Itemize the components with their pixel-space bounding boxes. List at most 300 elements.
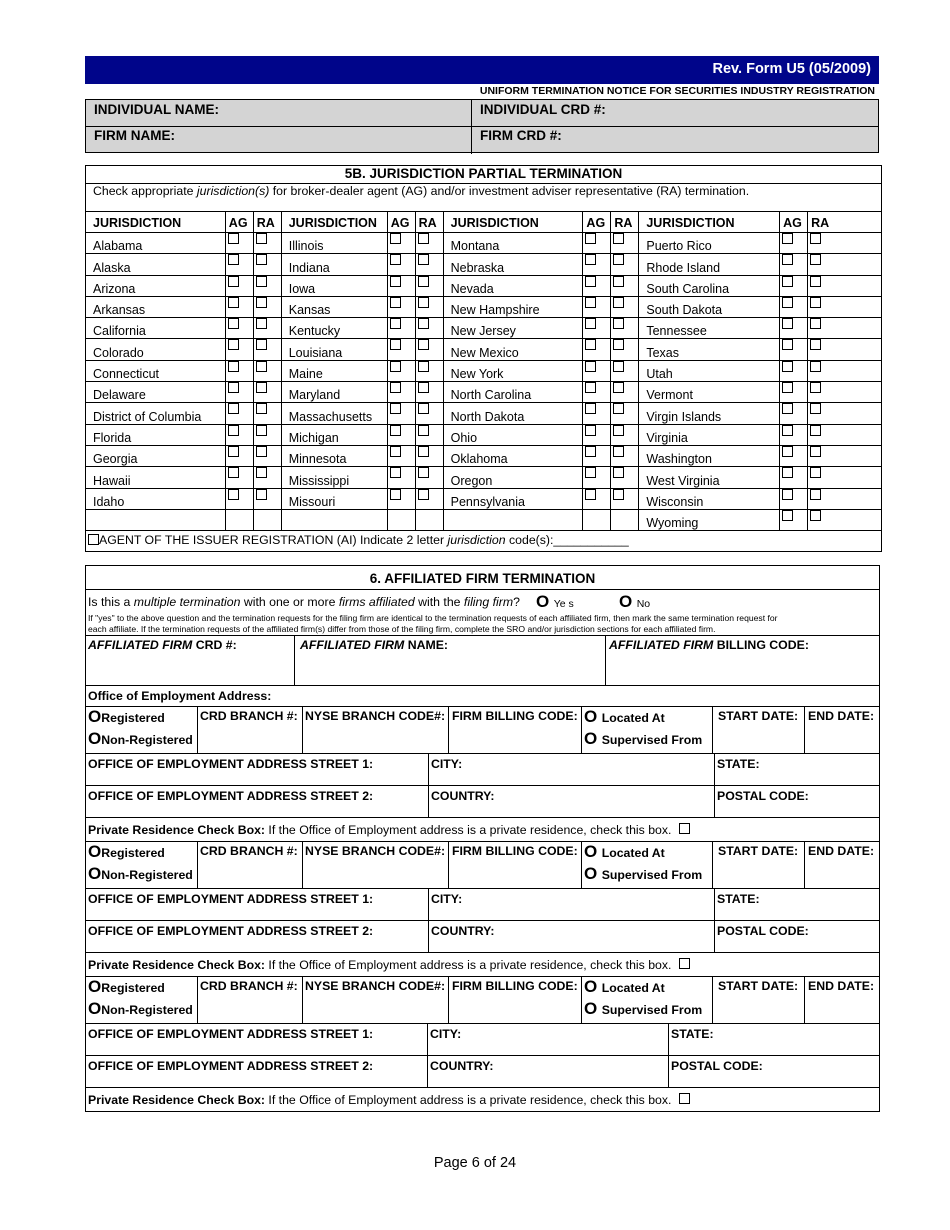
jurisdiction-row [86, 445, 882, 466]
ra-cell [415, 339, 443, 360]
ra-checkbox[interactable] [418, 361, 429, 372]
ra-checkbox[interactable] [418, 446, 429, 457]
registered-radio[interactable] [88, 977, 165, 997]
private-residence-row: Private Residence Check Box: If the Office of Employment address is a private residence, check this box. [88, 958, 690, 972]
jurisdiction-name: Georgia [86, 445, 226, 466]
registered-label: Registered [101, 846, 165, 860]
ag-cell [387, 509, 415, 530]
ag-checkbox[interactable] [782, 446, 793, 457]
ra-cell [253, 254, 281, 275]
ra-checkbox[interactable] [613, 297, 624, 308]
ra-checkbox[interactable] [810, 510, 821, 521]
located-at-radio[interactable] [584, 842, 665, 862]
jurisdiction-row [86, 275, 882, 296]
nyse-branch-code-field[interactable]: NYSE BRANCH CODE#: [305, 844, 446, 858]
ag-cell [387, 488, 415, 509]
jurisdiction-row [86, 488, 882, 509]
ra-cell [611, 382, 639, 403]
ra-checkbox[interactable] [613, 382, 624, 393]
jurisdiction-name: Massachusetts [281, 403, 387, 424]
ra-checkbox[interactable] [418, 425, 429, 436]
ag-checkbox[interactable] [782, 361, 793, 372]
jurisdiction-name: Idaho [86, 488, 226, 509]
yes-radio-icon: O [536, 592, 550, 611]
ag-cell [780, 254, 808, 275]
non-registered-radio-icon: O [88, 864, 102, 883]
agent-of-issuer-row: AGENT OF THE ISSUER REGISTRATION (AI) Indicate 2 letter jurisdiction code(s):___________ [88, 533, 629, 547]
ag-checkbox[interactable] [782, 297, 793, 308]
ag-checkbox[interactable] [782, 339, 793, 350]
ag-checkbox[interactable] [228, 382, 239, 393]
ag-cell [583, 254, 611, 275]
ra-checkbox[interactable] [418, 318, 429, 329]
ag-cell [780, 318, 808, 339]
ag-checkbox[interactable] [228, 297, 239, 308]
ra-checkbox[interactable] [418, 489, 429, 500]
ra-checkbox[interactable] [810, 276, 821, 287]
ra-checkbox[interactable] [613, 339, 624, 350]
located-at-radio[interactable] [584, 977, 665, 997]
ra-cell [415, 360, 443, 381]
ra-cell [253, 275, 281, 296]
ag-cell [583, 445, 611, 466]
jurisdiction-name: Wisconsin [639, 488, 780, 509]
affiliated-firm-billing-field[interactable]: AFFILIATED FIRM BILLING CODE: [609, 638, 809, 652]
ag-cell [225, 296, 253, 317]
ra-cell [808, 467, 882, 488]
ag-checkbox[interactable] [390, 297, 401, 308]
located-at-label: Located At [601, 846, 665, 860]
jurisdiction-column-header: JURISDICTION [281, 212, 387, 233]
ag-checkbox[interactable] [585, 382, 596, 393]
jurisdiction-name: Nebraska [443, 254, 583, 275]
page-number: Page 6 of 24 [433, 1155, 517, 1171]
start-date-field[interactable]: START DATE: [718, 979, 799, 993]
ra-checkbox[interactable] [256, 361, 267, 372]
ra-cell [808, 360, 882, 381]
crd-branch-field[interactable]: CRD BRANCH #: [200, 709, 298, 723]
ag-checkbox[interactable] [782, 318, 793, 329]
ag-cell [780, 360, 808, 381]
ag-checkbox[interactable] [585, 339, 596, 350]
supervised-from-radio[interactable] [584, 729, 702, 749]
ag-checkbox[interactable] [228, 254, 239, 265]
individual-name-label: INDIVIDUAL NAME: [94, 102, 220, 117]
ra-checkbox[interactable] [810, 489, 821, 500]
jurisdiction-name: North Carolina [443, 382, 583, 403]
ag-checkbox[interactable] [782, 276, 793, 287]
ag-cell [583, 467, 611, 488]
ag-checkbox[interactable] [390, 425, 401, 436]
ag-checkbox[interactable] [390, 361, 401, 372]
jurisdiction-name: Delaware [86, 382, 226, 403]
postal-code-field[interactable]: POSTAL CODE: [671, 1059, 763, 1073]
supervised-from-radio[interactable] [584, 999, 702, 1019]
jurisdiction-name: Vermont [639, 382, 780, 403]
ra-cell [808, 233, 882, 254]
ag-cell [387, 339, 415, 360]
jurisdiction-name: Wyoming [639, 509, 780, 530]
state-field[interactable]: STATE: [717, 892, 760, 906]
ra-cell [808, 275, 882, 296]
jurisdiction-name: Connecticut [86, 360, 226, 381]
ag-checkbox[interactable] [585, 446, 596, 457]
ag-checkbox[interactable] [390, 339, 401, 350]
ag-cell [780, 488, 808, 509]
section-5b-title: 5B. JURISDICTION PARTIAL TERMINATION [86, 166, 881, 184]
supervised-from-radio[interactable] [584, 864, 702, 884]
non-registered-radio-icon: O [88, 999, 102, 1018]
ag-checkbox[interactable] [585, 318, 596, 329]
registered-radio-icon: O [88, 977, 102, 996]
ra-cell [415, 445, 443, 466]
ag-checkbox[interactable] [228, 403, 239, 414]
ra-checkbox[interactable] [418, 233, 429, 244]
ag-checkbox[interactable] [390, 233, 401, 244]
jurisdiction-name: Oregon [443, 467, 583, 488]
ag-checkbox[interactable] [782, 233, 793, 244]
jurisdiction-column-header: JURISDICTION [639, 212, 780, 233]
start-date-field[interactable]: START DATE: [718, 844, 799, 858]
ra-checkbox[interactable] [418, 382, 429, 393]
ra-checkbox[interactable] [418, 467, 429, 478]
ra-checkbox[interactable] [613, 318, 624, 329]
jurisdiction-name: Tennessee [639, 318, 780, 339]
ag-checkbox[interactable] [228, 467, 239, 478]
jurisdiction-row [86, 382, 882, 403]
ag-cell [583, 339, 611, 360]
ag-cell [780, 445, 808, 466]
ra-checkbox[interactable] [810, 254, 821, 265]
ra-checkbox[interactable] [613, 233, 624, 244]
ra-checkbox[interactable] [810, 339, 821, 350]
ra-cell [808, 339, 882, 360]
ra-checkbox[interactable] [418, 297, 429, 308]
ra-checkbox[interactable] [256, 233, 267, 244]
ag-checkbox[interactable] [585, 425, 596, 436]
firm-crd-label: FIRM CRD #: [480, 128, 562, 143]
ag-cell [780, 275, 808, 296]
jurisdiction-row [86, 467, 882, 488]
ag-cell [225, 339, 253, 360]
ag-checkbox[interactable] [782, 425, 793, 436]
ra-cell [611, 339, 639, 360]
ag-cell [225, 318, 253, 339]
ag-cell [225, 254, 253, 275]
jurisdiction-name: Virgin Islands [639, 403, 780, 424]
jurisdiction-row [86, 509, 882, 530]
ra-cell [808, 318, 882, 339]
ra-cell [808, 488, 882, 509]
supervised-from-radio-icon: O [584, 729, 598, 748]
ra-checkbox[interactable] [256, 403, 267, 414]
firm-crd-field[interactable] [472, 126, 570, 145]
country-field[interactable]: COUNTRY: [430, 1059, 494, 1073]
form-title: Rev. Form U5 (05/2009) [712, 61, 871, 77]
ra-cell [415, 509, 443, 530]
ag-checkbox[interactable] [585, 297, 596, 308]
firm-billing-code-field[interactable]: FIRM BILLING CODE: [452, 844, 578, 858]
ra-cell [611, 467, 639, 488]
private-residence-checkbox[interactable] [679, 958, 690, 969]
ag-checkbox[interactable] [228, 233, 239, 244]
ra-checkbox[interactable] [256, 467, 267, 478]
identification-box [85, 99, 879, 153]
ra-checkbox[interactable] [810, 467, 821, 478]
ag-checkbox[interactable] [390, 403, 401, 414]
ra-cell [611, 403, 639, 424]
affiliated-firm-crd-field[interactable]: AFFILIATED FIRM CRD #: [88, 638, 237, 652]
ag-cell [387, 318, 415, 339]
ag-checkbox[interactable] [782, 403, 793, 414]
ra-checkbox[interactable] [613, 361, 624, 372]
ra-checkbox[interactable] [613, 425, 624, 436]
ra-cell [415, 467, 443, 488]
ra-checkbox[interactable] [810, 361, 821, 372]
located-at-label: Located At [601, 981, 665, 995]
firm-billing-code-field[interactable]: FIRM BILLING CODE: [452, 709, 578, 723]
yes-radio[interactable] [536, 592, 574, 612]
street1-field[interactable]: OFFICE OF EMPLOYMENT ADDRESS STREET 1: [88, 757, 374, 771]
ra-cell [415, 233, 443, 254]
private-residence-checkbox[interactable] [679, 1093, 690, 1104]
ag-checkbox[interactable] [228, 489, 239, 500]
jurisdiction-row [86, 424, 882, 445]
ra-checkbox[interactable] [810, 318, 821, 329]
ra-checkbox[interactable] [256, 425, 267, 436]
street2-field[interactable]: OFFICE OF EMPLOYMENT ADDRESS STREET 2: [88, 924, 374, 938]
ag-checkbox[interactable] [228, 446, 239, 457]
ag-cell [387, 233, 415, 254]
agent-of-issuer-checkbox[interactable] [88, 534, 99, 545]
located-at-radio-icon: O [584, 707, 598, 726]
ra-cell [808, 424, 882, 445]
city-field[interactable]: CITY: [431, 757, 463, 771]
ag-checkbox[interactable] [585, 403, 596, 414]
ra-cell [611, 445, 639, 466]
private-residence-row: Private Residence Check Box: If the Office of Employment address is a private residence, check this box. [88, 1093, 690, 1107]
ra-checkbox[interactable] [256, 382, 267, 393]
firm-name-field[interactable] [86, 126, 183, 145]
ra-cell [808, 509, 882, 530]
ag-checkbox[interactable] [390, 489, 401, 500]
located-at-radio-icon: O [584, 842, 598, 861]
jurisdiction-name: Virginia [639, 424, 780, 445]
individual-crd-field[interactable] [472, 100, 614, 119]
ra-checkbox[interactable] [418, 254, 429, 265]
ag-checkbox[interactable] [390, 318, 401, 329]
ag-checkbox[interactable] [228, 339, 239, 350]
jurisdiction-name: Oklahoma [443, 445, 583, 466]
end-date-field[interactable]: END DATE: [808, 844, 875, 858]
ra-checkbox[interactable] [418, 339, 429, 350]
form-title-bar [85, 56, 879, 84]
ag-cell [225, 382, 253, 403]
ra-cell [253, 445, 281, 466]
ra-checkbox[interactable] [256, 297, 267, 308]
ag-checkbox[interactable] [228, 318, 239, 329]
postal-code-field[interactable]: POSTAL CODE: [717, 924, 809, 938]
section-5b-instructions: Check appropriate jurisdiction(s) for broker-dealer agent (AG) and/or investment adviser representative (RA) termination. [93, 184, 750, 198]
firm-name-label: FIRM NAME: [94, 128, 175, 143]
ag-column-header: AG [780, 212, 808, 233]
country-field[interactable]: COUNTRY: [431, 924, 495, 938]
ag-checkbox[interactable] [228, 361, 239, 372]
ag-checkbox[interactable] [585, 276, 596, 287]
registered-radio[interactable] [88, 842, 165, 862]
jurisdiction-name: Rhode Island [639, 254, 780, 275]
ag-column-header: AG [387, 212, 415, 233]
ra-cell [611, 254, 639, 275]
ag-checkbox[interactable] [782, 489, 793, 500]
ra-checkbox[interactable] [256, 339, 267, 350]
ra-checkbox[interactable] [256, 254, 267, 265]
firm-billing-code-field[interactable]: FIRM BILLING CODE: [452, 979, 578, 993]
jurisdiction-column-header: JURISDICTION [443, 212, 583, 233]
ra-cell [611, 488, 639, 509]
ra-checkbox[interactable] [810, 382, 821, 393]
ra-checkbox[interactable] [613, 446, 624, 457]
ra-cell [253, 382, 281, 403]
jurisdiction-name: Arkansas [86, 296, 226, 317]
ra-checkbox[interactable] [613, 467, 624, 478]
ag-checkbox[interactable] [782, 254, 793, 265]
affiliate-note: If "yes" to the above question and the termination requests for the filing firm are identical to the termination requests of each affiliated firm, then mark the same termination request for each affiliate. If the termination requests of the affiliated firm(s) differ from those of the filing firm, complete the SRO and/or jurisdiction sections for each affiliated firm. [88, 613, 778, 634]
ag-checkbox[interactable] [228, 425, 239, 436]
registered-radio-icon: O [88, 707, 102, 726]
non-registered-radio[interactable] [88, 864, 193, 884]
ag-checkbox[interactable] [782, 382, 793, 393]
ag-cell [387, 296, 415, 317]
ag-checkbox[interactable] [390, 467, 401, 478]
ra-cell [611, 296, 639, 317]
ag-checkbox[interactable] [390, 254, 401, 265]
ag-column-header: AG [583, 212, 611, 233]
ag-checkbox[interactable] [390, 276, 401, 287]
ag-cell [583, 488, 611, 509]
ra-checkbox[interactable] [418, 276, 429, 287]
crd-branch-field[interactable]: CRD BRANCH #: [200, 844, 298, 858]
ag-checkbox[interactable] [585, 233, 596, 244]
individual-name-field[interactable] [86, 100, 227, 119]
city-field[interactable]: CITY: [430, 1027, 462, 1041]
ag-checkbox[interactable] [782, 467, 793, 478]
street2-field[interactable]: OFFICE OF EMPLOYMENT ADDRESS STREET 2: [88, 1059, 374, 1073]
ra-cell [415, 403, 443, 424]
jurisdiction-name: New Jersey [443, 318, 583, 339]
ra-checkbox[interactable] [810, 403, 821, 414]
ag-checkbox[interactable] [585, 254, 596, 265]
start-date-field[interactable]: START DATE: [718, 709, 799, 723]
ra-cell [611, 233, 639, 254]
street1-field[interactable]: OFFICE OF EMPLOYMENT ADDRESS STREET 1: [88, 1027, 374, 1041]
jurisdiction-name: Florida [86, 424, 226, 445]
jurisdiction-name: Arizona [86, 275, 226, 296]
ra-checkbox[interactable] [613, 254, 624, 265]
supervised-from-label: Supervised From [601, 733, 703, 747]
ra-cell [415, 254, 443, 275]
non-registered-radio-icon: O [88, 729, 102, 748]
ra-cell [611, 424, 639, 445]
ra-checkbox[interactable] [256, 446, 267, 457]
registered-radio[interactable] [88, 707, 165, 727]
supervised-from-radio-icon: O [584, 864, 598, 883]
state-field[interactable]: STATE: [717, 757, 760, 771]
non-registered-radio[interactable] [88, 729, 193, 749]
jurisdiction-row [86, 254, 882, 275]
ag-checkbox[interactable] [228, 276, 239, 287]
ra-cell [611, 275, 639, 296]
country-field[interactable]: COUNTRY: [431, 789, 495, 803]
jurisdiction-name [86, 509, 226, 530]
street1-field[interactable]: OFFICE OF EMPLOYMENT ADDRESS STREET 1: [88, 892, 374, 906]
supervised-from-radio-icon: O [584, 999, 598, 1018]
located-at-radio[interactable] [584, 707, 665, 727]
ag-cell [583, 424, 611, 445]
private-residence-checkbox[interactable] [679, 823, 690, 834]
jurisdiction-name: Alaska [86, 254, 226, 275]
postal-code-field[interactable]: POSTAL CODE: [717, 789, 809, 803]
ag-checkbox[interactable] [782, 510, 793, 521]
ag-checkbox[interactable] [390, 382, 401, 393]
ag-cell [225, 445, 253, 466]
non-registered-label: Non-Registered [101, 868, 193, 882]
jurisdiction-name: Pennsylvania [443, 488, 583, 509]
jurisdiction-name: North Dakota [443, 403, 583, 424]
ag-cell [780, 296, 808, 317]
ra-checkbox[interactable] [613, 276, 624, 287]
ra-checkbox[interactable] [810, 446, 821, 457]
jurisdiction-name: Maryland [281, 382, 387, 403]
ra-checkbox[interactable] [810, 233, 821, 244]
section-6-title: 6. AFFILIATED FIRM TERMINATION [369, 571, 596, 586]
state-field[interactable]: STATE: [671, 1027, 714, 1041]
end-date-field[interactable]: END DATE: [808, 979, 875, 993]
city-field[interactable]: CITY: [431, 892, 463, 906]
street2-field[interactable]: OFFICE OF EMPLOYMENT ADDRESS STREET 2: [88, 789, 374, 803]
ra-cell [808, 382, 882, 403]
ra-checkbox[interactable] [256, 489, 267, 500]
located-at-radio-icon: O [584, 977, 598, 996]
ag-checkbox[interactable] [585, 361, 596, 372]
supervised-from-label: Supervised From [601, 1003, 703, 1017]
jurisdiction-name: Indiana [281, 254, 387, 275]
jurisdiction-name: Minnesota [281, 445, 387, 466]
ra-cell [415, 275, 443, 296]
crd-branch-field[interactable]: CRD BRANCH #: [200, 979, 298, 993]
ra-checkbox[interactable] [256, 276, 267, 287]
end-date-field[interactable]: END DATE: [808, 709, 875, 723]
ra-checkbox[interactable] [613, 489, 624, 500]
ra-checkbox[interactable] [810, 425, 821, 436]
ra-checkbox[interactable] [256, 318, 267, 329]
ag-checkbox[interactable] [585, 489, 596, 500]
ra-checkbox[interactable] [418, 403, 429, 414]
nyse-branch-code-field[interactable]: NYSE BRANCH CODE#: [305, 709, 446, 723]
nyse-branch-code-field[interactable]: NYSE BRANCH CODE#: [305, 979, 446, 993]
ra-checkbox[interactable] [810, 297, 821, 308]
section-6 [85, 565, 880, 1112]
ag-checkbox[interactable] [585, 467, 596, 478]
no-radio[interactable] [619, 592, 650, 612]
non-registered-radio[interactable] [88, 999, 193, 1019]
ag-checkbox[interactable] [390, 446, 401, 457]
ag-cell [583, 403, 611, 424]
ra-checkbox[interactable] [613, 403, 624, 414]
affiliated-firm-name-field[interactable]: AFFILIATED FIRM NAME: [300, 638, 448, 652]
ra-column-header: RA [808, 212, 882, 233]
ra-cell [808, 296, 882, 317]
